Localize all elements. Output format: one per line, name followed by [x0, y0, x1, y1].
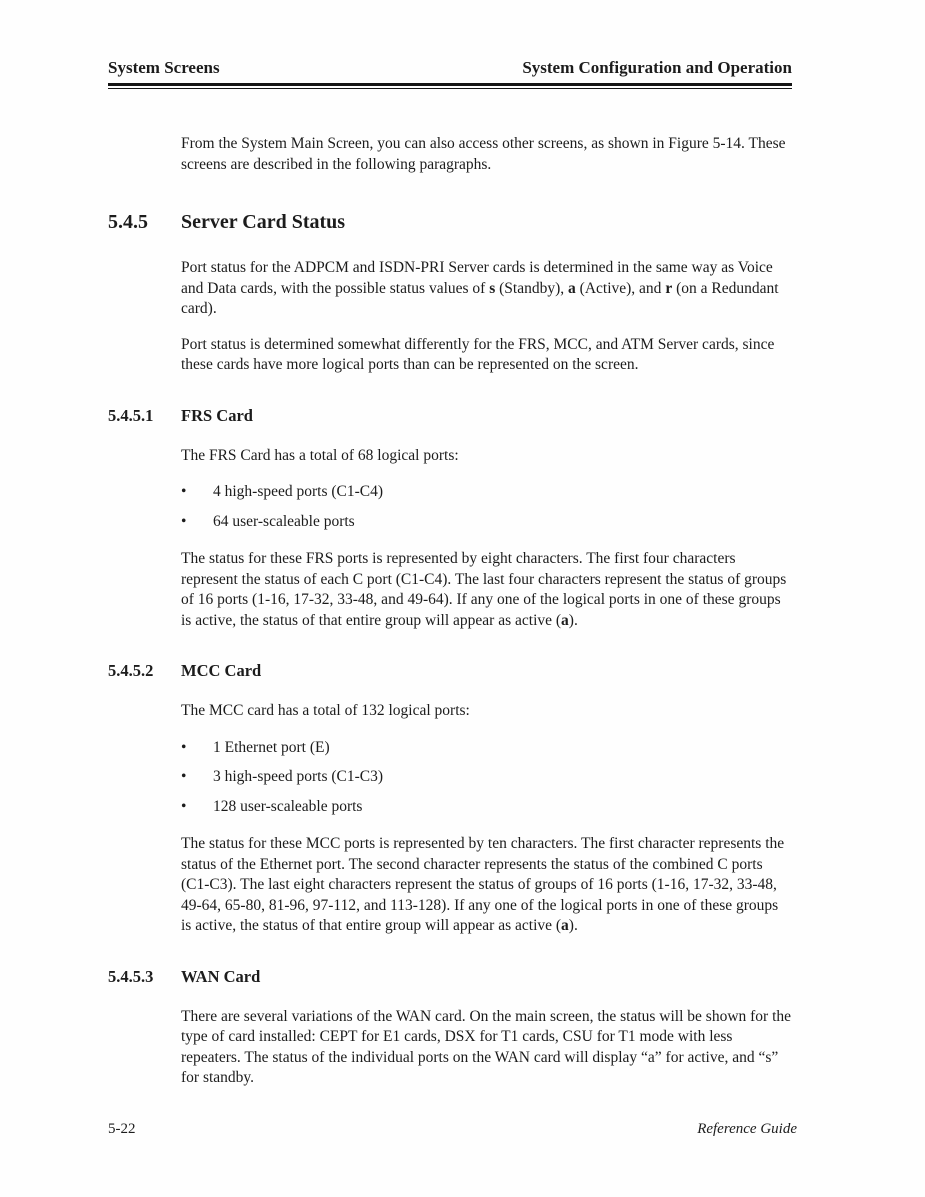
subsection-heading — [108, 967, 792, 987]
bullet-text: 128 user-scaleable ports — [213, 797, 363, 815]
text-segment: (on a Redundant card). — [181, 279, 779, 317]
running-footer — [108, 1120, 797, 1139]
text-segment: The FRS Card has a total of 68 logical ports: — [181, 446, 459, 464]
subsection-frs-card — [108, 406, 792, 632]
text-segment: (Standby), — [495, 279, 569, 297]
footer-label: Reference Guide — [697, 1121, 797, 1137]
bullet-list — [181, 738, 792, 818]
list-item — [181, 738, 792, 759]
running-header — [108, 57, 792, 78]
list-item — [181, 512, 792, 533]
bullet-text: 1 Ethernet port (E) — [213, 738, 330, 756]
paragraph — [181, 335, 792, 376]
paragraph — [181, 834, 792, 937]
bullet-list — [181, 482, 792, 532]
bullet-marker: • — [181, 797, 187, 815]
section-title: Server Card Status — [181, 211, 346, 233]
bullet-marker: • — [181, 768, 187, 785]
section-number: 5.4.5 — [108, 211, 148, 233]
subsection-title: WAN Card — [181, 966, 261, 986]
list-item — [181, 797, 792, 818]
status-code: a — [561, 917, 569, 934]
subsection-heading — [108, 406, 792, 426]
text-segment: From the System Main Screen, you can also access other screens, as shown in Figure 5-14. These screens are described in the following paragraphs. — [181, 135, 786, 173]
header-right-title: System Configuration and Operation — [522, 58, 792, 77]
paragraph — [181, 549, 792, 631]
page-number: 5-22 — [108, 1121, 136, 1137]
status-code: s — [489, 279, 496, 297]
bullet-marker: • — [181, 483, 187, 500]
bullet-marker: • — [181, 738, 187, 756]
text-segment: Port status is determined somewhat differently for the FRS, MCC, and ATM Server cards, since these cards have more logical ports than can be represented on the screen. — [181, 335, 775, 373]
bullet-text: 64 user-scaleable ports — [213, 512, 355, 530]
paragraph — [181, 446, 792, 467]
subsection-number: 5.4.5.1 — [108, 405, 154, 425]
text-segment: There are several variations of the WAN card. On the main screen, the status will be shown for the type of card installed: CEPT for E1 cards, DSX for T1 cards, CSU for T1 mode with less repeaters. The status of the individual ports on the WAN card will display “a” for active, and “s” for standby. — [181, 1007, 792, 1086]
text-segment: ). — [568, 611, 578, 629]
list-item — [181, 482, 792, 503]
status-code: a — [568, 279, 576, 297]
bullet-text: 4 high-speed ports (C1-C4) — [213, 483, 384, 500]
header-left-title: System Screens — [108, 58, 220, 77]
subsection-mcc-card — [108, 661, 792, 937]
status-code: r — [665, 279, 673, 297]
paragraph — [181, 1007, 792, 1089]
text-segment: (Active), and — [575, 279, 666, 297]
status-code: a — [561, 611, 569, 629]
subsection-title: FRS Card — [181, 405, 253, 425]
subsection-heading — [108, 661, 792, 681]
subsection-wan-card — [108, 967, 792, 1089]
intro-paragraph — [181, 134, 792, 175]
text-segment: Port status for the ADPCM and ISDN-PRI Server cards is determined in the same way as Voice and Data cards, with the possible status values of — [181, 259, 773, 297]
section-server-card-status — [108, 210, 792, 376]
text-segment: The status for these MCC ports is represented by ten characters. The first character represents the status of the Ethernet port. The second character represents the status of the combined C ports (C1-C3). The last eight characters represent the status of groups of 16 ports (1-16, 17-32, 33-48, 49-64, 65-80, 81-96, 97-112, and 113-128). If any one of the logical ports in one of these groups is active, the status of that entire group will appear as active ( — [181, 835, 785, 934]
text-segment: The status for these FRS ports is represented by eight characters. The first four characters represent the status of each C port (C1-C4). The last four characters represent the status of groups of 16 ports (1-16, 17-32, 33-48, and 49-64). If any one of the logical ports in one of these groups is active, the status of that entire group will appear as active ( — [181, 550, 787, 629]
subsection-title: MCC Card — [181, 661, 262, 680]
header-rule — [108, 83, 792, 89]
paragraph — [181, 258, 792, 320]
paragraph — [181, 701, 792, 722]
subsection-number: 5.4.5.3 — [108, 966, 154, 986]
section-heading — [108, 210, 792, 234]
list-item — [181, 767, 792, 788]
text-segment: The MCC card has a total of 132 logical ports: — [181, 702, 470, 719]
bullet-text: 3 high-speed ports (C1-C3) — [213, 768, 384, 785]
text-segment: ). — [568, 917, 578, 934]
subsection-number: 5.4.5.2 — [108, 661, 154, 680]
bullet-marker: • — [181, 512, 187, 530]
